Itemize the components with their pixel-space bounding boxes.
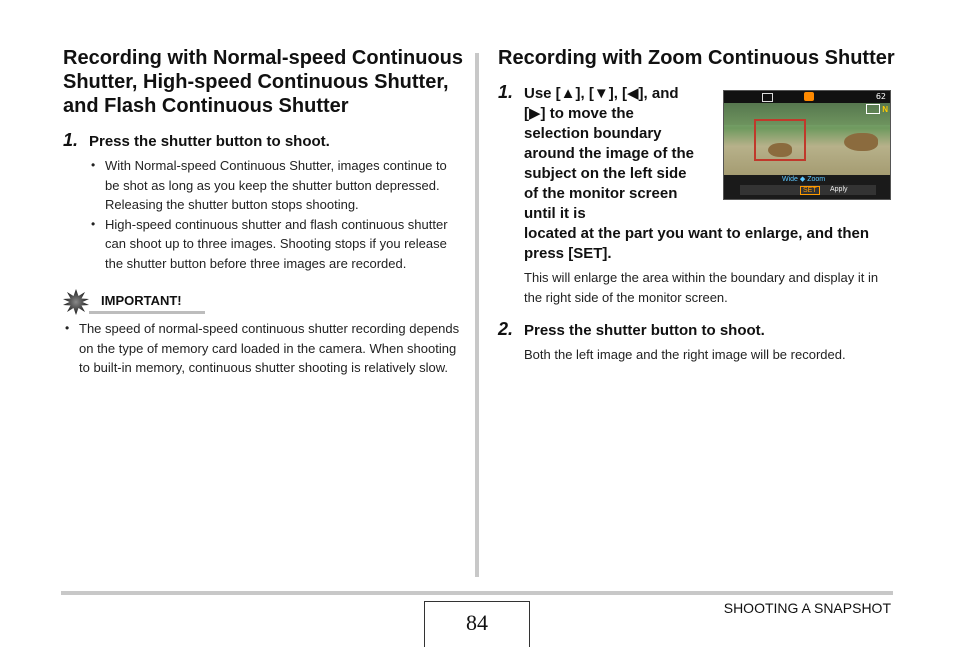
section-footer-label: SHOOTING A SNAPSHOT bbox=[723, 600, 891, 616]
left-section-title: Recording with Normal-speed Continuous Shutter, High-speed Continuous Shutter, and Flash Continuous Shutter bbox=[63, 47, 464, 117]
left-column bbox=[63, 46, 463, 378]
right-column bbox=[498, 46, 898, 365]
quality-indicator: N bbox=[882, 105, 888, 114]
step-number: 2. bbox=[498, 319, 514, 339]
important-callout bbox=[63, 289, 463, 315]
important-notes bbox=[63, 319, 463, 378]
camera-status-bar bbox=[724, 91, 890, 103]
continuous-mode-icon bbox=[762, 93, 773, 102]
step-description: Both the left image and the right image will be recorded. bbox=[524, 347, 846, 362]
step-instruction: Press the shutter button to shoot. bbox=[524, 322, 765, 339]
step-instruction-top: Use [▲], [▼], [◀], and [▶] to move the selection boundary around the image of the subject on the left side of the monitor screen until it is bbox=[524, 85, 695, 222]
left-step-1 bbox=[63, 132, 463, 273]
step-notes bbox=[89, 156, 463, 273]
right-step-2 bbox=[498, 321, 898, 365]
note-item: • High-speed continuous shutter and flash continuous shutter can shoot up to three images. Shooting stops if you release the shutter button before three images are recorded. bbox=[105, 215, 463, 274]
page-number: 84 bbox=[466, 610, 488, 635]
apply-label: Apply bbox=[830, 186, 848, 193]
step-description: This will enlarge the area within the boundary and display it in the right side of the monitor screen. bbox=[524, 270, 879, 305]
step-number: 1. bbox=[63, 130, 79, 150]
camera-mode-icon bbox=[804, 92, 814, 101]
camera-monitor-image bbox=[723, 90, 891, 200]
step-number: 1. bbox=[498, 82, 514, 102]
right-step-1 bbox=[498, 84, 898, 307]
footer-rule bbox=[61, 591, 893, 595]
deer-right bbox=[844, 133, 878, 151]
shots-remaining: 62 bbox=[875, 92, 886, 101]
important-underline bbox=[89, 311, 205, 314]
important-note-item: • The speed of normal-speed continuous shutter recording depends on the type of memory card loaded in the camera. When shooting to built-in memory, continuous shutter shooting is relatively slow. bbox=[79, 319, 463, 378]
note-item: • With Normal-speed Continuous Shutter, images continue to be shot as long as you keep the shutter button depressed. Releasing the shutter button stops shooting. bbox=[105, 156, 463, 215]
right-section-title: Recording with Zoom Continuous Shutter bbox=[498, 47, 895, 69]
important-label: IMPORTANT! bbox=[101, 293, 182, 308]
wide-zoom-indicator: Wide ◆ Zoom bbox=[782, 176, 826, 183]
selection-boundary bbox=[754, 119, 806, 161]
step-instruction-bottom: located at the part you want to enlarge, and then press [SET]. bbox=[524, 225, 870, 262]
column-divider bbox=[475, 53, 479, 577]
step-instruction: Press the shutter button to shoot. bbox=[89, 133, 330, 150]
page-number-box bbox=[424, 601, 530, 647]
camera-guide-bar bbox=[740, 185, 876, 195]
zoom-indicator-icon bbox=[866, 104, 880, 114]
set-key-label: SET bbox=[800, 186, 820, 195]
important-burst-icon bbox=[63, 289, 89, 315]
